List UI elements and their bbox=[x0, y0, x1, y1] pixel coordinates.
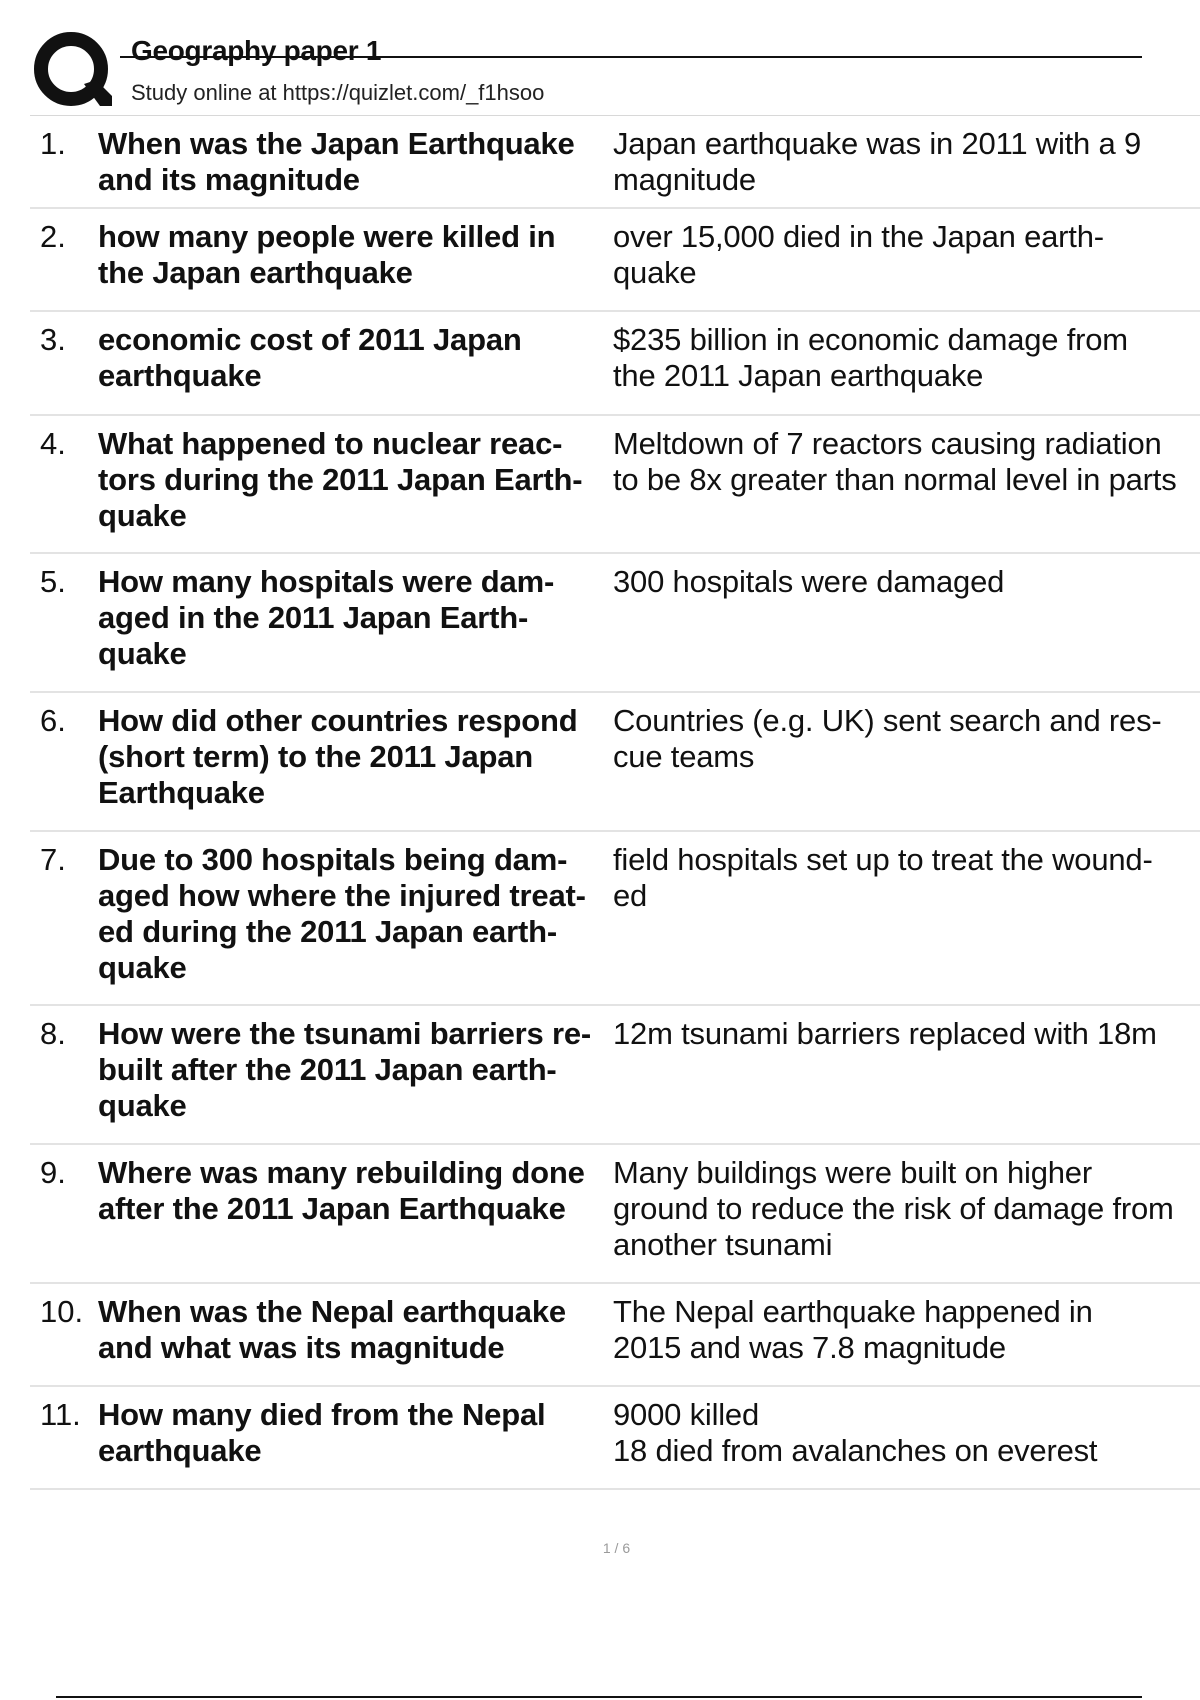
page-header bbox=[0, 0, 1200, 118]
flashcard-row bbox=[30, 1145, 1200, 1284]
card-term: When was the Nepal earthquake and what was its magnitude bbox=[98, 1294, 566, 1365]
quizlet-logo-icon bbox=[32, 30, 114, 112]
card-term: how many people were killed in the Japan earthquake bbox=[98, 219, 556, 290]
card-number: 5. bbox=[40, 564, 66, 599]
card-definition: Countries (e.g. UK) sent search and res- cue teams bbox=[613, 703, 1162, 774]
card-number: 10. bbox=[40, 1294, 84, 1329]
flashcard-row bbox=[30, 1284, 1200, 1387]
card-term: Where was many rebuilding done after the 2011 Japan Earthquake bbox=[98, 1155, 585, 1226]
card-definition: Many buildings were built on higher ground to reduce the risk of damage from another tsunami bbox=[613, 1155, 1174, 1262]
flashcard-row bbox=[30, 554, 1200, 693]
card-definition: over 15,000 died in the Japan earth- quake bbox=[613, 219, 1104, 290]
page-indicator: 1 / 6 bbox=[602, 1540, 631, 1556]
card-definition: field hospitals set up to treat the wound- ed bbox=[613, 842, 1153, 913]
flashcard-row bbox=[30, 416, 1200, 554]
card-number: 3. bbox=[40, 322, 66, 357]
flashcard-row bbox=[30, 693, 1200, 832]
card-definition: The Nepal earthquake happened in 2015 and was 7.8 magnitude bbox=[613, 1294, 1093, 1365]
card-definition: 12m tsunami barriers replaced with 18m bbox=[613, 1016, 1157, 1051]
card-term: Due to 300 hospitals being dam- aged how where the injured treat- ed during the 2011 Japan earth- quake bbox=[98, 842, 586, 985]
card-number: 8. bbox=[40, 1016, 66, 1051]
card-number: 9. bbox=[40, 1155, 66, 1190]
card-definition: 300 hospitals were damaged bbox=[613, 564, 1005, 599]
footer-rule bbox=[56, 1696, 1142, 1698]
document-title: Geography paper 1 bbox=[131, 35, 382, 66]
card-number: 6. bbox=[40, 703, 66, 738]
card-term: What happened to nuclear reac- tors during the 2011 Japan Earth- quake bbox=[98, 426, 583, 533]
card-number: 1. bbox=[40, 126, 66, 161]
flashcard-row bbox=[30, 116, 1200, 209]
card-term: How were the tsunami barriers re- built after the 2011 Japan earth- quake bbox=[98, 1016, 592, 1123]
card-definition: Japan earthquake was in 2011 with a 9 magnitude bbox=[613, 126, 1142, 197]
title-rule bbox=[120, 56, 1142, 58]
card-number: 11. bbox=[40, 1397, 81, 1432]
flashcard-row bbox=[30, 312, 1200, 416]
flashcard-row bbox=[30, 1006, 1200, 1145]
card-number: 2. bbox=[40, 219, 66, 254]
flashcard-row bbox=[30, 209, 1200, 312]
flashcard-list bbox=[30, 116, 1200, 1490]
card-term: How did other countries respond (short term) to the 2011 Japan Earthquake bbox=[98, 703, 578, 810]
flashcard-row bbox=[30, 832, 1200, 1006]
card-definition: Meltdown of 7 reactors causing radiation to be 8x greater than normal level in parts bbox=[613, 426, 1177, 497]
card-number: 7. bbox=[40, 842, 66, 877]
card-term: How many died from the Nepal earthquake bbox=[98, 1397, 546, 1468]
card-term: economic cost of 2011 Japan earthquake bbox=[98, 322, 522, 393]
study-online-link-text[interactable]: Study online at https://quizlet.com/_f1hsoo bbox=[131, 80, 545, 105]
card-definition: $235 billion in economic damage from the 2011 Japan earthquake bbox=[613, 322, 1128, 393]
card-number: 4. bbox=[40, 426, 66, 461]
card-term: How many hospitals were dam- aged in the 2011 Japan Earth- quake bbox=[98, 564, 555, 671]
flashcard-row bbox=[30, 1387, 1200, 1490]
card-term: When was the Japan Earthquake and its magnitude bbox=[98, 126, 575, 197]
card-definition: 9000 killed 18 died from avalanches on everest bbox=[613, 1397, 1098, 1468]
